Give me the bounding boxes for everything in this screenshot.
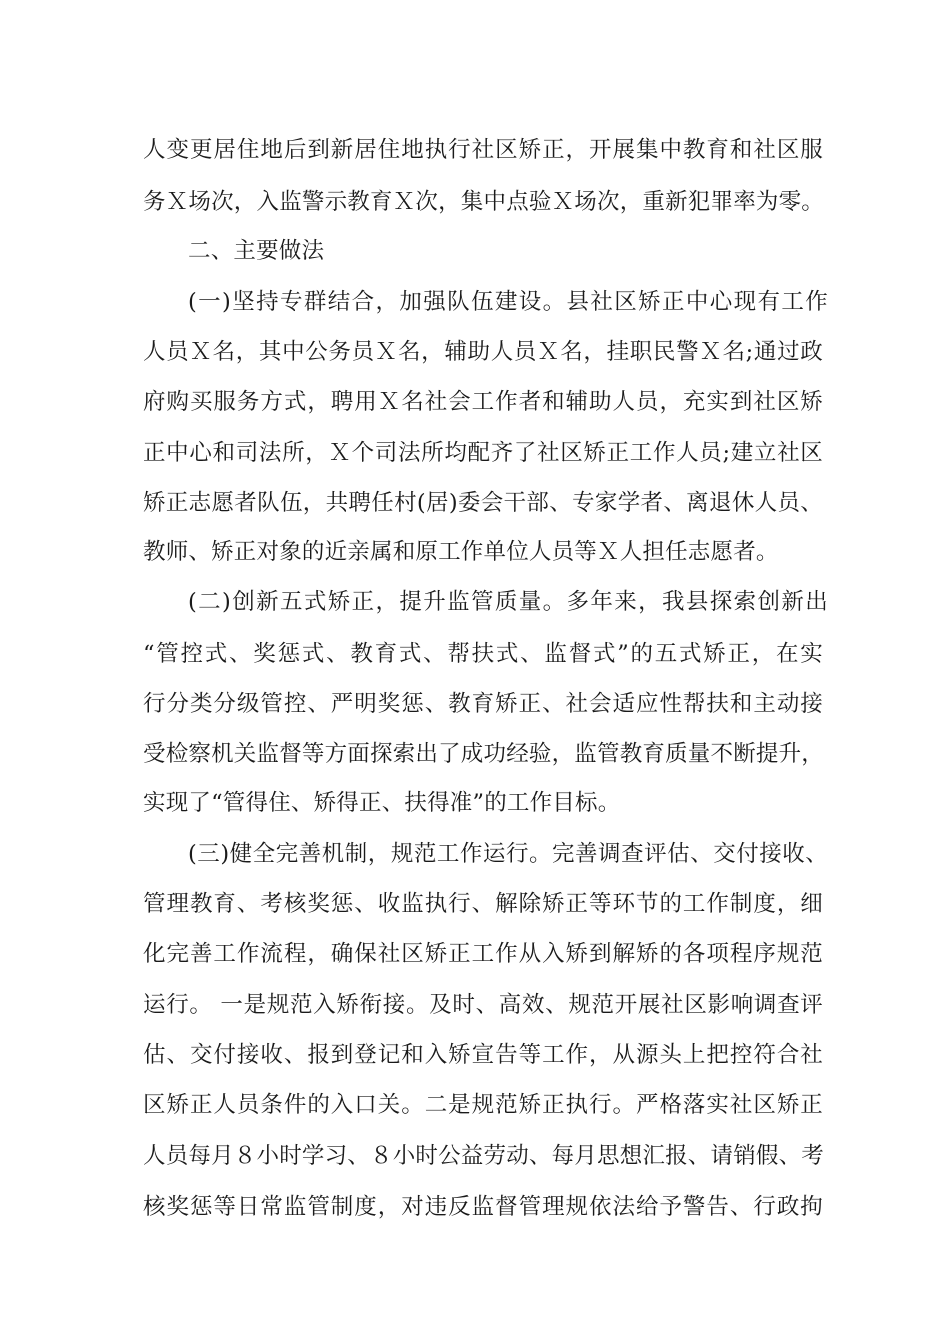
subsection-1-first-line: (一)坚持专群结合，加强队伍建设。县社区矫正中心现有工作	[188, 289, 828, 315]
body-text-line-16: 管理教育、考核奖惩、收监执行、解除矫正等环节的工作制度，细	[143, 891, 823, 917]
body-text-line-13: 受检察机关监督等方面探索出了成功经验，监管教育质量不断提升，	[143, 741, 825, 767]
body-text-line-9: 教师、矫正对象的近亲属和原工作单位人员等Ｘ人担任志愿者。	[143, 539, 779, 565]
body-text-line-17: 化完善工作流程，确保社区矫正工作从入矫到解矫的各项程序规范	[143, 941, 823, 967]
body-text-line-6: 府购买服务方式，聘用Ｘ名社会工作者和辅助人员，充实到社区矫	[143, 389, 823, 415]
body-text-line-22: 核奖惩等日常监管制度，对违反监督管理规依法给予警告、行政拘	[143, 1194, 823, 1220]
body-text-line-19: 估、交付接收、报到登记和入矫宣告等工作，从源头上把控符合社	[143, 1042, 823, 1068]
subsection-3-first-line: (三)健全完善机制，规范工作运行。完善调查评估、交付接收、	[188, 841, 828, 867]
body-text-line-12: 行分类分级管控、严明奖惩、教育矫正、社会适应性帮扶和主动接	[143, 691, 823, 717]
body-text-line-14: 实现了“管得住、矫得正、扶得准”的工作目标。	[143, 790, 621, 816]
body-text-line-5: 人员Ｘ名，其中公务员Ｘ名，辅助人员Ｘ名，挂职民警Ｘ名;通过政	[143, 339, 823, 365]
body-text-line-1: 人变更居住地后到新居住地执行社区矫正，开展集中教育和社区服	[143, 137, 823, 163]
body-text-line-7: 正中心和司法所，Ｘ个司法所均配齐了社区矫正工作人员;建立社区	[143, 440, 823, 466]
body-text-line-11: “管控式、奖惩式、教育式、帮扶式、监督式”的五式矫正，在实	[143, 641, 823, 667]
body-text-line-8: 矫正志愿者队伍，共聘任村(居)委会干部、专家学者、离退休人员、	[143, 490, 823, 516]
section-heading-main-practices: 二、主要做法	[188, 238, 325, 264]
body-text-line-18: 运行。 一是规范入矫衔接。及时、高效、规范开展社区影响调查评	[143, 992, 823, 1018]
body-text-line-21: 人员每月８小时学习、８小时公益劳动、每月思想汇报、请销假、考	[143, 1143, 825, 1169]
body-text-line-2: 务Ｘ场次，入监警示教育Ｘ次，集中点验Ｘ场次，重新犯罪率为零。	[143, 189, 825, 215]
body-text-line-20: 区矫正人员条件的入口关。二是规范矫正执行。严格落实社区矫正	[143, 1092, 823, 1118]
subsection-2-first-line: (二)创新五式矫正，提升监管质量。多年来，我县探索创新出	[188, 589, 828, 615]
